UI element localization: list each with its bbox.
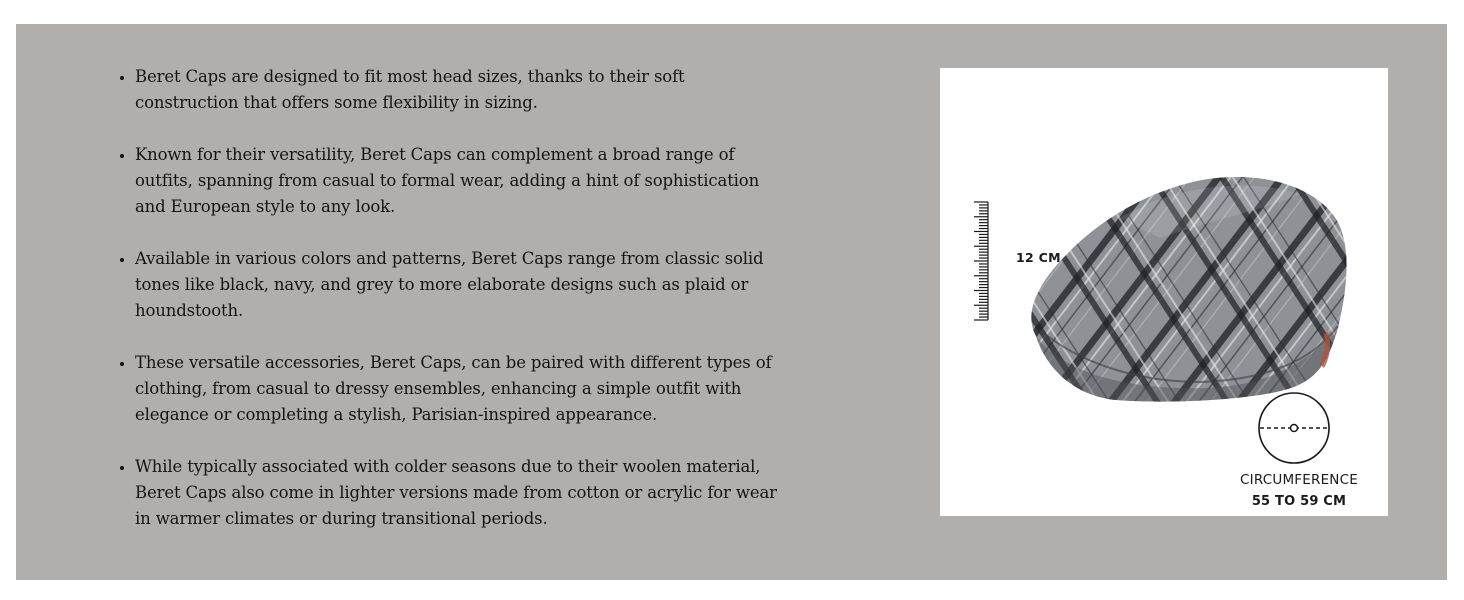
feature-item-fit: • Beret Caps are designed to fit most head sizes, thanks to their soft construction that offers some flexibility in sizing. <box>135 64 780 116</box>
cap-size-diagram <box>940 68 1388 516</box>
ruler-icon <box>974 202 988 320</box>
height-label: 12 CM <box>1016 250 1061 265</box>
feature-item-colors: • Available in various colors and patterns, Beret Caps range from classic solid tones like black, navy, and grey to more elaborate designs such as plaid or houndstooth. <box>135 246 780 324</box>
feature-item-pairing: • These versatile accessories, Beret Caps, can be paired with different types of clothing, from casual to dressy ensembles, enhancing a simple outfit with elegance or completing a stylish, Parisian-inspired appearance. <box>135 350 780 428</box>
product-image <box>940 68 1388 516</box>
feature-list <box>116 64 780 558</box>
circumference-title: CIRCUMFERENCE <box>1240 472 1358 488</box>
circumference-range: 55 TO 59 CM <box>1251 494 1347 509</box>
feature-item-versatility: • Known for their versatility, Beret Caps can complement a broad range of outfits, spanning from casual to formal wear, adding a hint of sophistication and European style to any look. <box>135 142 780 220</box>
feature-item-seasons: • While typically associated with colder seasons due to their woolen material, Beret Caps also come in lighter versions made from cotton or acrylic for wear in warmer climates or during transitional periods. <box>135 454 780 532</box>
circumference-icon <box>1259 393 1329 463</box>
content-panel <box>16 24 1447 580</box>
flat-cap-image <box>940 128 1388 468</box>
